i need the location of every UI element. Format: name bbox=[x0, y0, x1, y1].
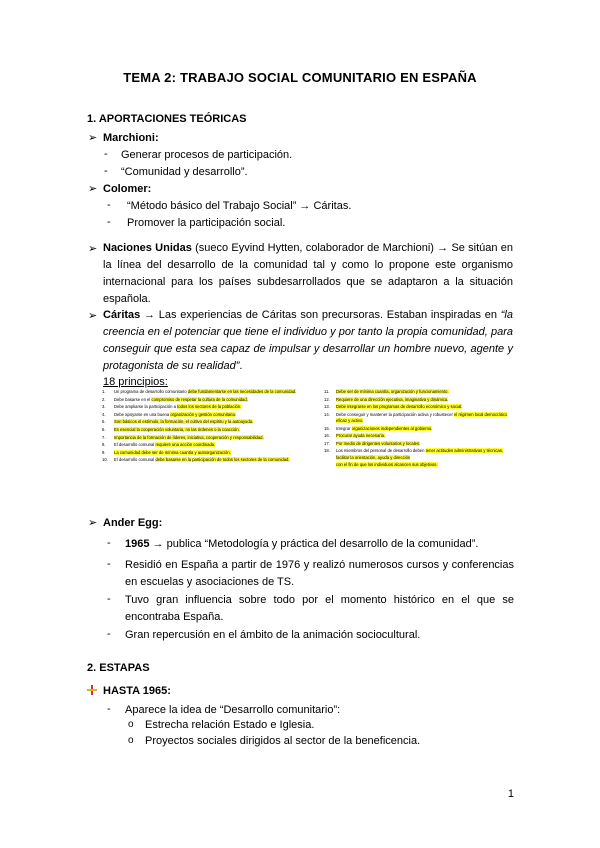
principle-number: 7. bbox=[102, 434, 106, 440]
principle-text: Es esencial la cooperación voluntaria, no las órdenes o la coacción. bbox=[114, 426, 240, 432]
principle-number: 12. bbox=[324, 396, 330, 402]
arrow-bullet-icon: ➢ bbox=[88, 183, 98, 195]
dash-bullet: - bbox=[107, 537, 111, 549]
principle-text: Son básicos el estímulo, la formación, el cultivo del espíritu y la autoayuda. bbox=[114, 419, 254, 425]
principle-text: Un programa de desarrollo comunitario debe fundamentarse en las necesidades de la comunidad. bbox=[114, 389, 297, 394]
principle-item bbox=[102, 419, 362, 425]
page-number: 1 bbox=[507, 788, 514, 800]
principle-number: 17. bbox=[324, 440, 330, 446]
principle-text: El desarrollo comunal debe basarse en la participación de todos los sectores de la comunidad. bbox=[114, 457, 290, 463]
principle-text: con el fin de que los individuos alcancen sus objetivos. bbox=[336, 462, 438, 468]
dash-bullet: - bbox=[107, 628, 111, 640]
plus-icon bbox=[87, 685, 97, 695]
circle-bullet-icon: o bbox=[128, 719, 134, 730]
principle-number: 18. bbox=[324, 448, 330, 454]
marchioni-heading: Marchioni: bbox=[103, 132, 159, 144]
principle-text: Debe apoyarse en una buena organización y gestión comunitaria. bbox=[114, 411, 236, 417]
principle-text: Importancia de la formación de líderes, iniciativa, cooperación y responsabilidad. bbox=[114, 434, 264, 440]
ander-egg-heading: Ander Egg: bbox=[103, 517, 163, 529]
principle-number: 14. bbox=[324, 411, 330, 417]
ander-item-2: Residió en España a partir de 1976 y realizó numerosos cursos y conferencias en escuelas y asociaciones de TS. bbox=[125, 559, 514, 588]
principle-text: Procurar ayuda necesaria. bbox=[336, 433, 386, 439]
ander-item-4: Gran repercusión en el ámbito de la animación sociocultural. bbox=[125, 629, 421, 641]
principle-number: 3. bbox=[102, 404, 106, 410]
hasta-sub-2: Proyectos sociales dirigidos al sector de la beneficencia. bbox=[145, 735, 421, 747]
principles-list-right bbox=[324, 389, 514, 470]
principle-item bbox=[102, 435, 362, 441]
principle-item bbox=[324, 433, 514, 439]
caritas-paragraph: Cáritas → Las experiencias de Cáritas son precursoras. Estaban inspiradas en “la creencia en el potenciar que tiene el individuo y por tanto la propia comunidad, para conseguir que esta sea capaz de impulsar y desarrollar un hombre nuevo, agente y protagonista de su realidad”. bbox=[103, 309, 513, 372]
principle-text: Debe conseguir y mantener la participación activa y robustecer el régimen local democrático eficaz y activo. bbox=[336, 411, 508, 423]
dash-bullet: - bbox=[107, 558, 111, 570]
principle-number: 13. bbox=[324, 404, 330, 410]
principle-item bbox=[324, 389, 514, 395]
principle-item bbox=[324, 448, 514, 460]
arrow-bullet-icon: ➢ bbox=[88, 243, 98, 255]
principle-item bbox=[324, 404, 514, 410]
principle-item bbox=[324, 462, 514, 468]
marchioni-item-2: “Comunidad y desarrollo”. bbox=[121, 166, 248, 178]
section-heading-aportaciones: 1. APORTACIONES TEÓRICAS bbox=[87, 113, 247, 125]
ander-item-1: 1965 → publica “Metodología y práctica del desarrollo de la comunidad”. bbox=[125, 538, 479, 550]
principle-text: Los miembros del personal de desarrollo deben tener actitudes administrativas y técnicas, facilitar la orientación, ayuda y dirección bbox=[336, 448, 504, 460]
principle-text: Debe integrarse en los programas de desarrollo económico y social. bbox=[336, 404, 463, 410]
principle-item bbox=[324, 441, 514, 447]
principle-item bbox=[102, 389, 362, 395]
principle-number: 15. bbox=[324, 425, 330, 431]
principle-number: 8. bbox=[102, 442, 106, 448]
principle-item bbox=[102, 427, 362, 433]
principle-text: Por medio de dirigentes voluntarios y locales. bbox=[336, 440, 421, 446]
principle-number bbox=[324, 462, 336, 468]
principle-item bbox=[102, 450, 362, 456]
naciones-unidas-paragraph: Naciones Unidas (sueco Eyvind Hytten, colaborador de Marchioni) → Se sitúan en la línea del desarrollo de la comunidad tal y como lo propone este organismo internacional para los países subdesarrollados que se adaptaron a la situación española. bbox=[103, 242, 513, 305]
principle-number: 5. bbox=[102, 419, 106, 425]
principle-item bbox=[324, 397, 514, 403]
arrow-bullet-icon: ➢ bbox=[88, 310, 98, 322]
principle-text: Debe basarse en el compromiso de respetar la cultura de la comunidad. bbox=[114, 396, 248, 402]
principle-text: El desarrollo comunal requiere una acción coordinada. bbox=[114, 442, 216, 448]
circle-bullet-icon: o bbox=[128, 735, 134, 746]
principle-number: 16. bbox=[324, 433, 330, 439]
hasta-sub-1: Estrecha relación Estado e Iglesia. bbox=[145, 719, 315, 731]
principle-item bbox=[324, 412, 514, 424]
dash-bullet: - bbox=[107, 199, 111, 211]
dash-bullet: - bbox=[104, 148, 108, 160]
principle-text: Requiere de una dirección ejecutiva, imaginativa y dinámica. bbox=[336, 396, 449, 402]
principle-number: 11. bbox=[324, 389, 330, 394]
principle-number: 2. bbox=[102, 396, 106, 402]
page-title: TEMA 2: TRABAJO SOCIAL COMUNITARIO EN ESPAÑA bbox=[123, 70, 477, 85]
hasta-item: Aparece la idea de “Desarrollo comunitario”: bbox=[125, 704, 341, 716]
arrow-bullet-icon: ➢ bbox=[88, 517, 98, 529]
principle-number: 1. bbox=[102, 389, 106, 394]
colomer-item-2: Promover la participación social. bbox=[127, 217, 286, 229]
arrow-bullet-icon: ➢ bbox=[88, 132, 98, 144]
principle-number: 9. bbox=[102, 449, 106, 455]
principle-number: 10. bbox=[102, 457, 108, 463]
principle-text: Debe ampliarse la participación a todos los sectores de la población. bbox=[114, 404, 242, 410]
principle-item bbox=[102, 457, 362, 463]
principles-title: 18 principios: bbox=[103, 376, 168, 388]
hasta-1965-heading: HASTA 1965: bbox=[103, 685, 171, 697]
principle-text: La comunidad debe ser de mínima cuantía y autoorganización. bbox=[114, 449, 231, 455]
principle-text: Integrar organizaciones independientes al gobierno. bbox=[336, 425, 433, 431]
colomer-item-1: “Método básico del Trabajo Social” → Cáritas. bbox=[127, 200, 352, 212]
colomer-heading: Colomer: bbox=[103, 183, 152, 195]
principle-number: 4. bbox=[102, 411, 106, 417]
principle-item bbox=[102, 404, 362, 410]
principle-item bbox=[102, 397, 362, 403]
principles-list-left bbox=[102, 389, 362, 465]
ander-item-3: Tuvo gran influencia sobre todo por el momento histórico en el que se encontraba España. bbox=[125, 594, 514, 623]
principle-item bbox=[324, 426, 514, 432]
dash-bullet: - bbox=[104, 165, 108, 177]
principle-item bbox=[102, 412, 362, 418]
principle-item bbox=[102, 442, 362, 448]
section-heading-etapas: 2. ESTAPAS bbox=[87, 662, 150, 674]
dash-bullet: - bbox=[107, 703, 111, 715]
dash-bullet: - bbox=[107, 593, 111, 605]
principle-number: 6. bbox=[102, 426, 106, 432]
principle-text: Debe ser de mínima cuantía, organización y funcionamiento. bbox=[336, 389, 449, 394]
marchioni-item-1: Generar procesos de participación. bbox=[121, 149, 293, 161]
dash-bullet: - bbox=[107, 216, 111, 228]
